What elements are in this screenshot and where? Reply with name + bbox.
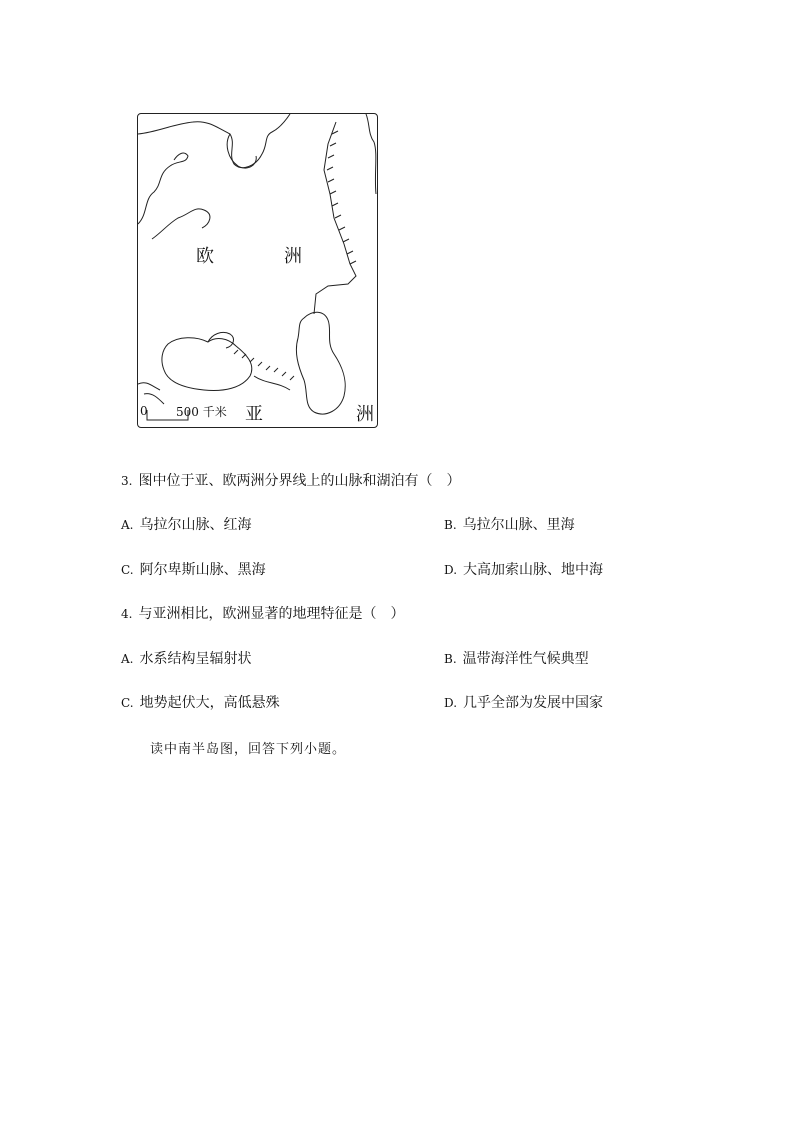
europe-map-figure (137, 113, 378, 428)
option-letter: B. (444, 518, 457, 532)
next-section-intro: 读中南半岛图，回答下列小题。 (150, 742, 347, 757)
option-text: 水系结构呈辐射状 (139, 651, 252, 667)
map-drawing (138, 114, 378, 428)
map-label-europe-2: 洲 (284, 246, 302, 267)
option-text: 乌拉尔山脉、红海 (139, 517, 252, 533)
coastline-east (366, 114, 376, 194)
question-number: 3. (121, 474, 133, 488)
option-letter: D. (444, 563, 458, 577)
question-text: 图中位于亚、欧两洲分界线上的山脉和湖泊有（ ） (138, 473, 461, 489)
map-label-asia-1: 亚 (245, 404, 263, 425)
option-text: 阿尔卑斯山脉、黑海 (139, 562, 266, 578)
option-text: 乌拉尔山脉、里海 (462, 517, 575, 533)
question-4-option-d[interactable] (444, 692, 603, 712)
question-4-stem (121, 603, 404, 623)
question-3-option-b[interactable] (444, 514, 575, 534)
option-text: 地势起伏大，高低悬殊 (139, 695, 280, 711)
map-label-asia-2: 洲 (356, 404, 374, 425)
question-3-option-d[interactable] (444, 559, 603, 579)
caspian-sea (296, 312, 345, 414)
question-4-option-b[interactable] (444, 648, 589, 668)
coastline-southwest (144, 394, 164, 404)
coastline-south (138, 376, 290, 390)
question-4-option-c[interactable] (121, 692, 280, 712)
question-3-stem (121, 470, 460, 490)
coastline-scandinavia (138, 153, 188, 224)
scale-zero: 0 (140, 404, 148, 418)
option-letter: C. (121, 563, 134, 577)
question-4-option-a[interactable] (121, 648, 251, 668)
black-sea (162, 338, 252, 391)
question-3-option-a[interactable] (121, 514, 251, 534)
question-3-option-c[interactable] (121, 559, 266, 579)
coastline-baltic (152, 209, 210, 239)
caucasus-mountains (234, 350, 294, 380)
option-letter: A. (121, 518, 134, 532)
option-letter: C. (121, 696, 134, 710)
option-letter: B. (444, 652, 457, 666)
scale-label: 500 千米 (176, 405, 227, 419)
option-text: 温带海洋性气候典型 (462, 651, 589, 667)
option-text: 几乎全部为发展中国家 (463, 695, 604, 711)
option-text: 大高加索山脉、地中海 (463, 562, 604, 578)
option-letter: A. (121, 652, 134, 666)
map-label-europe-1: 欧 (196, 246, 214, 267)
question-number: 4. (121, 607, 133, 621)
question-text: 与亚洲相比，欧洲显著的地理特征是（ ） (138, 606, 405, 622)
coastline-north (138, 114, 290, 168)
ural-mountains (327, 131, 356, 264)
option-letter: D. (444, 696, 458, 710)
